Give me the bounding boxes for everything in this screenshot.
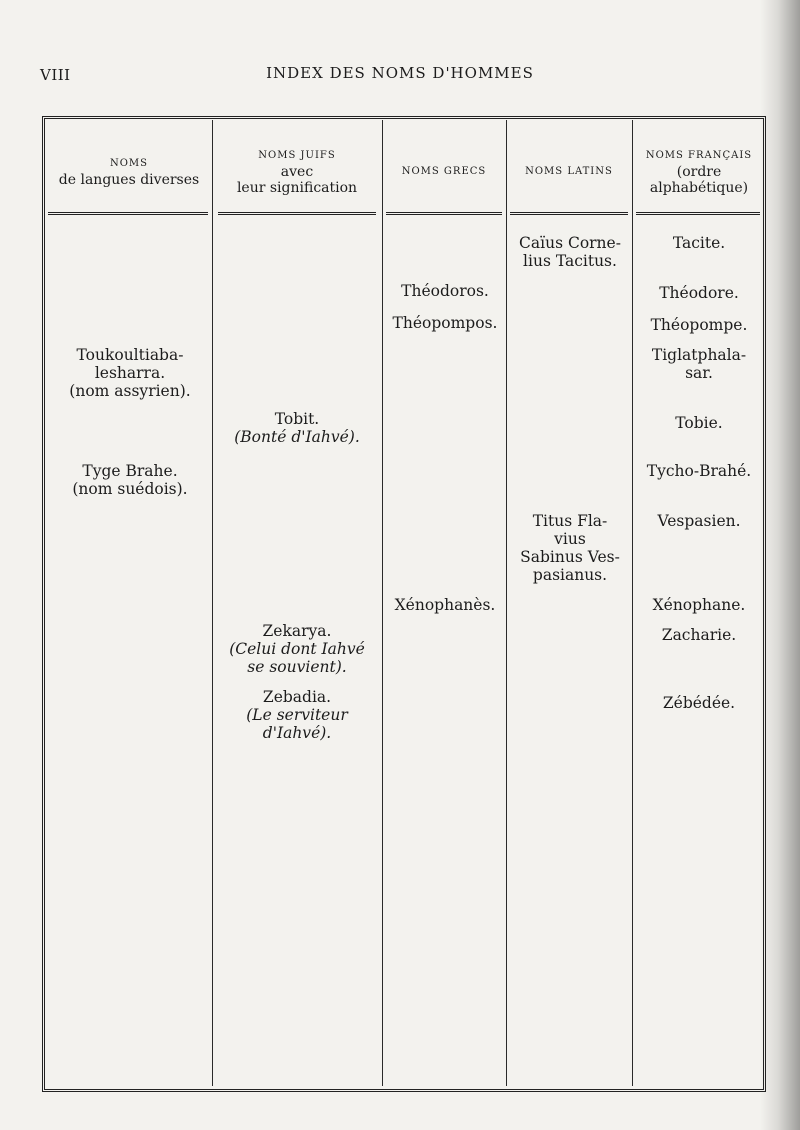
column-header-noms-grecs <box>384 140 504 204</box>
cell-line: Caïus Corne- <box>519 234 621 252</box>
french-name-cell <box>634 346 764 382</box>
column-header-line: de langues diverses <box>58 172 200 188</box>
french-name-cell: Vespasien. <box>657 512 741 530</box>
cell-line: lesharra. <box>94 364 166 382</box>
column-header-line: (ordre <box>676 164 722 180</box>
header-rule <box>48 212 208 215</box>
cell-line: Tiglatphala- <box>651 346 747 364</box>
cell-line: (nom assyrien). <box>69 382 191 400</box>
column-header-noms-juifs <box>214 140 380 204</box>
greek-name-cell: Théodoros. <box>401 282 489 300</box>
cell-line: sar. <box>685 364 713 382</box>
cell-line: Zebadia. <box>262 688 332 706</box>
column-header-line: alphabétique) <box>649 180 749 196</box>
header-rule <box>218 212 376 215</box>
french-name-cell: Tacite. <box>672 234 726 252</box>
column-divider <box>506 120 507 1086</box>
header-rule <box>636 212 760 215</box>
french-name-cell: Zébédée. <box>662 694 736 712</box>
cell-line: vius <box>554 530 586 548</box>
french-name-cell: Zacharie. <box>661 626 737 644</box>
cell-line: Zekarya. <box>262 622 332 640</box>
cell-line <box>214 428 380 446</box>
cell-line <box>214 658 380 676</box>
cell-line: (nom suédois). <box>72 480 188 498</box>
header-rule <box>386 212 502 215</box>
header-rule <box>510 212 628 215</box>
french-name-cell: Tycho-Brahé. <box>646 462 752 480</box>
cell-line: Titus Fla- <box>532 512 608 530</box>
column-header-langues-diverses <box>48 140 210 204</box>
column-header-line: NOMS LATINS <box>525 166 613 177</box>
cell-line <box>214 706 380 724</box>
cell-line: lius Tacitus. <box>523 252 617 270</box>
latin-name-cell <box>508 234 632 270</box>
cell-line: Sabinus Ves- <box>520 548 620 566</box>
page-edge-shadow <box>760 0 800 1130</box>
french-name-cell: Xénophane. <box>652 596 746 614</box>
jewish-name-cell <box>214 688 380 742</box>
french-name-cell: Théodore. <box>659 284 739 302</box>
column-divider <box>212 120 213 1086</box>
column-header-line: NOMS GRECS <box>401 166 487 177</box>
column-divider <box>632 120 633 1086</box>
cell-line: Tobit. <box>274 410 320 428</box>
french-name-cell: Tobie. <box>675 414 723 432</box>
column-header-line: avec <box>280 164 314 180</box>
latin-name-cell <box>508 512 632 584</box>
cell-line: Tyge Brahe. <box>82 462 178 480</box>
diverse-name-cell <box>48 462 212 498</box>
diverse-name-cell <box>48 346 212 400</box>
running-title: INDEX DES NOMS D'HOMMES <box>266 64 534 82</box>
french-name-cell: Théopompe. <box>650 316 748 334</box>
column-header-line: NOMS JUIFS <box>258 150 336 161</box>
cell-line <box>214 640 380 658</box>
page-number: VIII <box>40 66 71 84</box>
jewish-name-cell <box>214 622 380 676</box>
greek-name-cell: Théopompos. <box>392 314 498 332</box>
cell-meaning: (Celui dont Iahvé <box>229 640 365 658</box>
cell-meaning: d'Iahvé). <box>262 724 332 742</box>
cell-line: Toukoultiaba- <box>76 346 184 364</box>
cell-meaning: (Bonté d'Iahvé). <box>234 428 360 446</box>
column-header-line: NOMS FRANÇAIS <box>645 150 753 161</box>
greek-name-cell: Xénophanès. <box>394 596 496 614</box>
column-header-noms-francais <box>634 140 764 204</box>
cell-meaning: (Le serviteur <box>246 706 348 724</box>
column-header-noms-latins <box>508 140 630 204</box>
column-divider <box>382 120 383 1086</box>
cell-line <box>214 724 380 742</box>
column-header-line: NOMS <box>109 158 149 169</box>
cell-meaning: se souvient). <box>247 658 347 676</box>
jewish-name-cell <box>214 410 380 446</box>
column-header-line: leur signification <box>236 180 358 196</box>
cell-line: pasianus. <box>532 566 608 584</box>
